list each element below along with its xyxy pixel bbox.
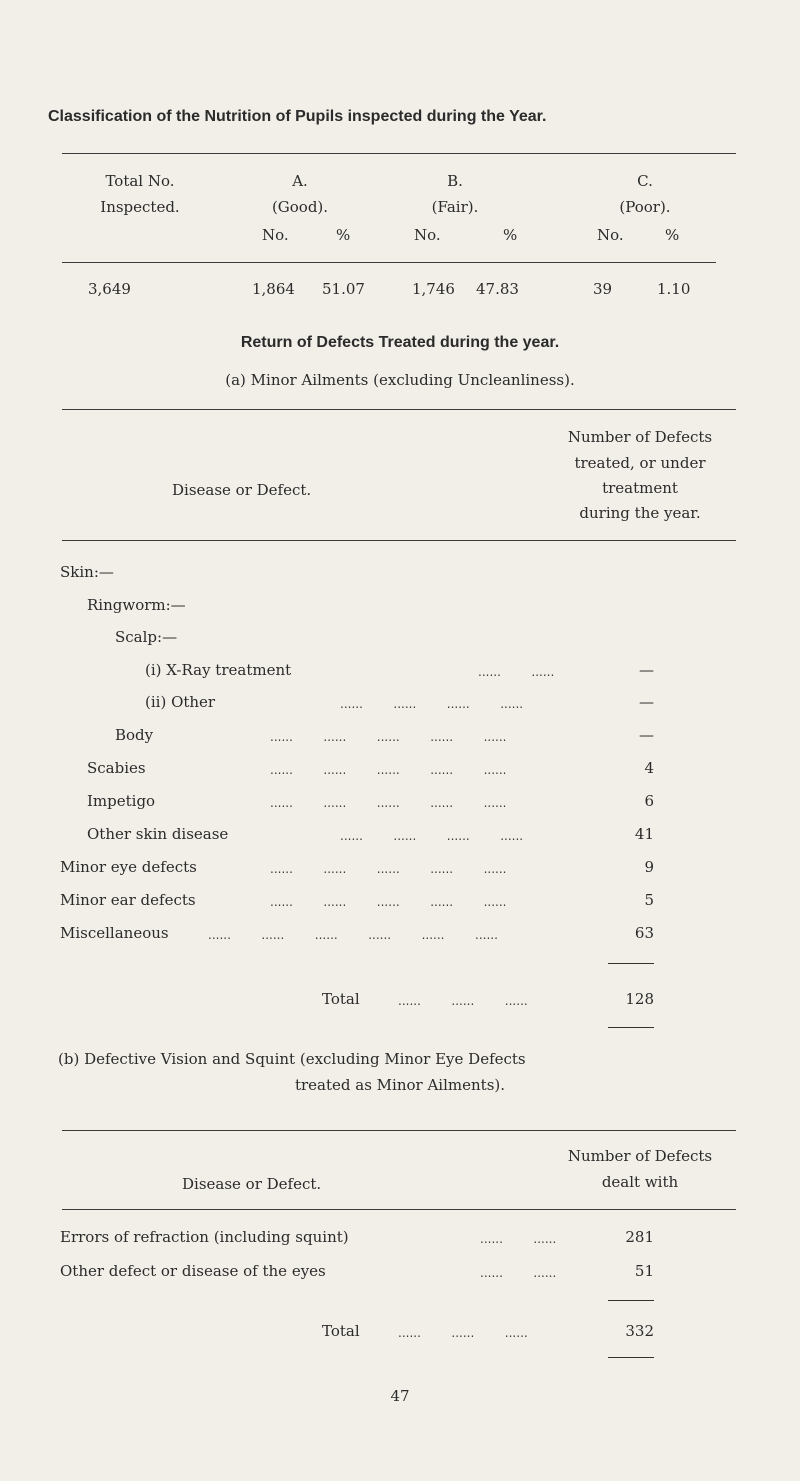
row-other-skin-value: 41 [634, 825, 654, 843]
defects-col-number-4: during the year. [579, 504, 701, 522]
total-top-rule [608, 963, 654, 964]
header-b-line1: B. [447, 172, 463, 190]
row-scabies-label: Scabies [87, 759, 146, 777]
vision-row-other-value: 51 [634, 1262, 654, 1280]
row-impetigo-value: 6 [644, 792, 654, 810]
row-misc-leader: ...... ...... ...... ...... ...... ...... [208, 928, 498, 942]
row-minor-ear-label: Minor ear defects [60, 891, 196, 909]
row-c-pct: 1.10 [657, 280, 691, 298]
vision-total-value: 332 [625, 1322, 654, 1340]
nutrition-title: Classification of the Nutrition of Pupils inspected during the Year. [48, 108, 547, 125]
vision-row-refraction-leader: ...... ...... [480, 1232, 557, 1246]
row-total-inspected: 3,649 [88, 280, 131, 298]
header-a-line2: (Good). [271, 198, 329, 216]
vision-total-bottom-rule [608, 1357, 654, 1358]
vision-total-label: Total [322, 1322, 360, 1340]
row-minor-eye-leader: ...... ...... ...... ...... ...... [270, 862, 507, 876]
header-c-pct: % [665, 226, 680, 244]
header-c-line2: (Poor). [619, 198, 671, 216]
header-total-line2: Inspected. [100, 198, 180, 216]
row-minor-ear-value: 5 [644, 891, 654, 909]
row-body-label: Body [115, 726, 154, 744]
header-a-pct: % [336, 226, 351, 244]
header-total-line1: Total No. [105, 172, 175, 190]
row-other-leader: ...... ...... ...... ...... [340, 697, 524, 711]
row-c-no: 39 [593, 280, 613, 298]
vision-total-top-rule [608, 1300, 654, 1301]
header-b-no: No. [414, 226, 441, 244]
vision-row-refraction-value: 281 [625, 1228, 654, 1246]
row-minor-ear-leader: ...... ...... ...... ...... ...... [270, 895, 507, 909]
page-number: 47 [390, 1387, 410, 1405]
row-scabies-leader: ...... ...... ...... ...... ...... [270, 763, 507, 777]
vision-top-rule [62, 1130, 736, 1131]
vision-col-disease: Disease or Defect. [182, 1175, 322, 1193]
row-other-skin-leader: ...... ...... ...... ...... [340, 829, 524, 843]
total-bottom-rule [608, 1027, 654, 1028]
row-xray-value: — [639, 661, 654, 679]
row-body-value: — [639, 726, 654, 744]
defects-subtitle: (a) Minor Ailments (excluding Uncleanliness). [225, 371, 575, 389]
row-b-no: 1,746 [412, 280, 455, 298]
vision-header-rule [62, 1209, 736, 1210]
defects-col-disease: Disease or Defect. [172, 481, 312, 499]
defects-total-label: Total [322, 990, 360, 1008]
defects-col-number-2: treated, or under [574, 454, 706, 472]
defects-col-number-3: treatment [602, 479, 678, 497]
defects-total-value: 128 [625, 990, 654, 1008]
header-c-line1: C. [637, 172, 653, 190]
row-misc-value: 63 [634, 924, 654, 942]
row-misc-label: Miscellaneous [60, 924, 169, 942]
row-xray-label: (i) X-Ray treatment [145, 661, 292, 679]
row-scalp-label: Scalp:— [115, 628, 178, 646]
defects-col-number-1: Number of Defects [567, 428, 713, 446]
vision-col-number-2: dealt with [601, 1173, 679, 1191]
defects-top-rule [62, 409, 736, 410]
row-other-skin-label: Other skin disease [87, 825, 229, 843]
vision-subtitle-line1: (b) Defective Vision and Squint (excluding Minor Eye Defects [58, 1050, 526, 1068]
row-impetigo-label: Impetigo [87, 792, 156, 810]
vision-col-number-1: Number of Defects [567, 1147, 713, 1165]
vision-row-other-leader: ...... ...... [480, 1266, 557, 1280]
row-b-pct: 47.83 [476, 280, 519, 298]
row-a-pct: 51.07 [322, 280, 365, 298]
vision-total-leader: ...... ...... ...... [398, 1326, 528, 1340]
row-body-leader: ...... ...... ...... ...... ...... [270, 730, 507, 744]
header-c-no: No. [597, 226, 624, 244]
vision-row-refraction-label: Errors of refraction (including squint) [60, 1228, 349, 1246]
row-scabies-value: 4 [644, 759, 654, 777]
header-b-pct: % [503, 226, 518, 244]
row-minor-eye-value: 9 [644, 858, 654, 876]
row-impetigo-leader: ...... ...... ...... ...... ...... [270, 796, 507, 810]
header-b-line2: (Fair). [431, 198, 479, 216]
row-other-label: (ii) Other [145, 693, 216, 711]
row-xray-leader: ...... ...... [478, 665, 555, 679]
row-skin-label: Skin:— [60, 563, 114, 581]
header-a-line1: A. [292, 172, 308, 190]
row-minor-eye-label: Minor eye defects [60, 858, 197, 876]
defects-total-leader: ...... ...... ...... [398, 994, 528, 1008]
row-ringworm-label: Ringworm:— [87, 596, 186, 614]
header-a-no: No. [262, 226, 289, 244]
nutrition-header-rule [62, 262, 716, 263]
defects-title: Return of Defects Treated during the year. [240, 334, 560, 351]
vision-subtitle-line2: treated as Minor Ailments). [294, 1076, 506, 1094]
nutrition-top-rule [62, 153, 736, 154]
row-other-value: — [639, 693, 654, 711]
defects-header-rule [62, 540, 736, 541]
vision-row-other-label: Other defect or disease of the eyes [60, 1262, 326, 1280]
row-a-no: 1,864 [252, 280, 295, 298]
